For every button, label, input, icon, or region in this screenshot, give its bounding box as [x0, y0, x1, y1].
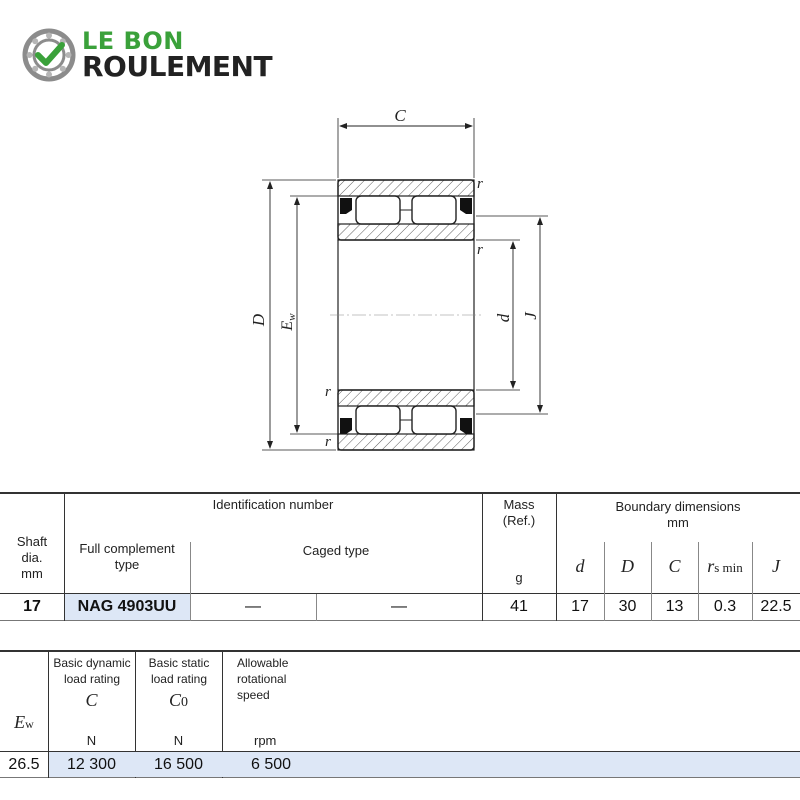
header-boundary-dimensions: Boundary dimensions mm	[615, 499, 741, 530]
header-shaft-dia: Shaft dia. mm	[16, 534, 48, 581]
cell-full-complement: NAG 4903UU	[77, 598, 177, 615]
radius-label-r: r	[477, 242, 483, 258]
header-c: C	[668, 556, 681, 576]
cell-shaft: 17	[23, 598, 41, 615]
cell-caged-1: —	[245, 598, 261, 615]
dimension-label-j: J	[521, 312, 540, 320]
dimension-label-c: C	[394, 106, 406, 125]
header-mass: Mass (Ref.)	[502, 497, 536, 528]
header-j: J	[772, 556, 780, 576]
header-basic-dynamic: Basic dynamic load rating	[53, 656, 131, 686]
cell-outer-d: 30	[618, 598, 637, 615]
header-mass-unit: g	[515, 570, 523, 585]
header-dynamic-c: C	[85, 690, 98, 710]
radius-label-r: r	[325, 434, 331, 450]
header-basic-static: Basic static load rating	[148, 656, 210, 686]
header-caged-type: Caged type	[302, 543, 370, 558]
bearing-bottom-section	[338, 390, 474, 450]
header-identification-number: Identification number	[212, 497, 334, 512]
header-allowable-speed: Allowable rotational speed	[237, 656, 289, 702]
dimension-label-ew: Ew	[279, 313, 298, 331]
header-dynamic-unit: N	[86, 733, 97, 748]
cell-ew: 26.5	[8, 756, 40, 773]
logo-text-bottom: ROULEMENT	[82, 50, 273, 83]
header-static-unit: N	[173, 733, 184, 748]
cell-j: 22.5	[760, 598, 792, 615]
cell-speed: 6 500	[250, 756, 292, 773]
dimension-label-bore-d: d	[494, 313, 513, 323]
header-r-smin: rs min	[707, 556, 743, 576]
logo-text-top: LE BON	[82, 27, 184, 55]
header-ew: Ew	[14, 712, 34, 732]
cell-c: 13	[665, 598, 684, 615]
cell-caged-2: —	[391, 598, 407, 615]
header-outer-d: D	[621, 556, 634, 576]
cell-r-smin: 0.3	[713, 598, 737, 615]
cell-static-load: 16 500	[154, 756, 203, 773]
header-static-c0: C0	[168, 690, 188, 710]
header-d: d	[575, 556, 585, 576]
cell-dynamic-load: 12 300	[67, 756, 116, 773]
cell-mass: 41	[510, 598, 528, 615]
radius-label-r: r	[325, 384, 331, 400]
radius-label-r: r	[477, 176, 483, 192]
header-speed-unit: rpm	[254, 733, 277, 748]
header-full-complement: Full complement type	[79, 541, 175, 572]
dimension-label-outer-d: D	[249, 313, 268, 327]
bearing-top-section	[338, 180, 474, 240]
cell-d: 17	[571, 598, 589, 615]
